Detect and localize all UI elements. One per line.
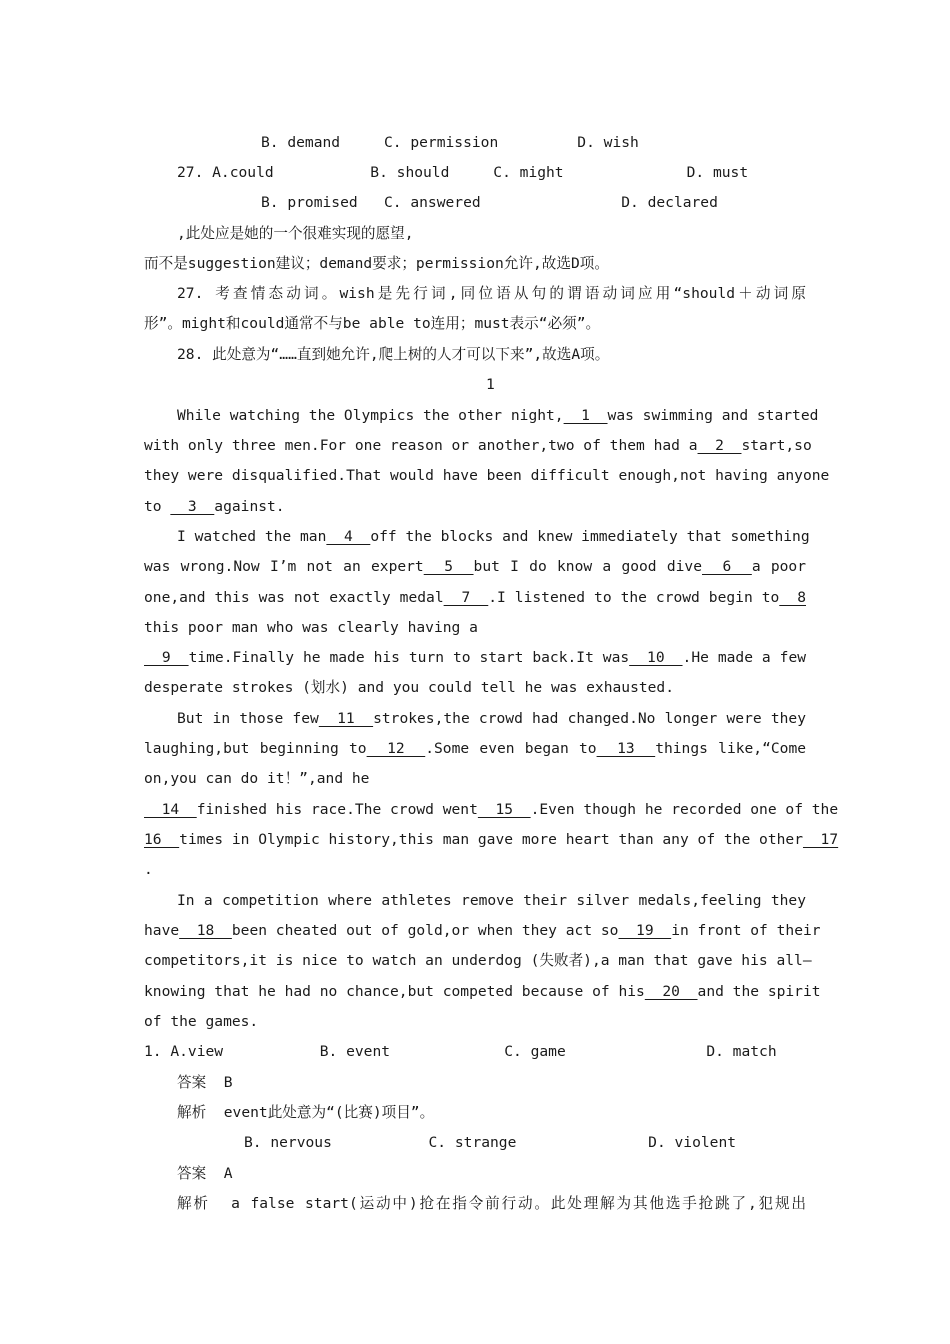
blank-4: 4	[326, 528, 371, 545]
explanation-28: 28. 此处意为“……直到她允许,爬上树的人才可以下来”,故选A项。	[177, 346, 610, 363]
blank-15: 15	[477, 801, 531, 818]
blank-8: 8	[779, 589, 806, 606]
passage-line: on,you can do it！”,and he	[144, 770, 370, 787]
passage-line: I watched the man 4 off the blocks and knew immediately that something	[177, 528, 810, 545]
passage-line: In a competition where athletes remove their silver medals,feeling they	[177, 892, 806, 909]
blank-3: 3	[170, 498, 215, 515]
blank-11: 11	[318, 710, 374, 727]
passage-line: of the games.	[144, 1013, 259, 1030]
q1-options: 1. A.view B. event C. game D. match	[144, 1043, 777, 1060]
q2-answer: 答案 A	[177, 1165, 233, 1182]
passage-line: they were disqualified.That would have been difficult enough,not having anyone	[144, 467, 830, 484]
blank-9: 9	[144, 649, 189, 666]
blank-18: 18	[179, 922, 232, 939]
q28-options: B. promised C. answered D. declared	[261, 194, 718, 211]
q27-options: 27. A.could B. should C. might D. must	[177, 164, 749, 181]
passage-line: But in those few 11 strokes,the crowd had changed.No longer were they	[177, 710, 806, 727]
q1-explanation: 解析 event此处意为“(比赛)项目”。	[177, 1104, 435, 1121]
passage-line: was wrong.Now I’m not an expert 5 but I do know a good dive 6 a poor	[144, 558, 806, 575]
blank-10: 10	[629, 649, 683, 666]
q2-explanation: 解析 a false start(运动中)抢在指令前行动。此处理解为其他选手抢跳了,犯规出	[177, 1195, 806, 1212]
passage-line: While watching the Olympics the other night, 1 was swimming and started	[177, 407, 819, 424]
passage-line: 9 time.Finally he made his turn to start back.It was 10 .He made a few	[144, 649, 807, 666]
passage-line: laughing,but beginning to 12 .Some even began to 13 things like,“Come	[144, 740, 807, 757]
blank-5: 5	[423, 558, 474, 575]
blank-7: 7	[443, 589, 489, 606]
explanation-26-line1: ,此处应是她的一个很难实现的愿望,	[177, 225, 414, 242]
q2-options: B. nervous C. strange D. violent	[244, 1134, 737, 1151]
blank-1: 1	[563, 407, 608, 424]
passage-line: this poor man who was clearly having a	[144, 619, 478, 636]
blank-17: 17	[802, 831, 839, 848]
blank-16: 16	[144, 831, 180, 848]
explanation-27-line2: 形”。might和could通常不与be able to连用；must表示“必须”。	[144, 315, 601, 332]
passage-line: 16 times in Olympic history,this man gave more heart than any of the other 17	[144, 831, 839, 848]
passage-number: 1	[486, 376, 495, 393]
q26-options: B. demand C. permission D. wish	[261, 134, 639, 151]
blank-19: 19	[618, 922, 672, 939]
passage-line: 14 finished his race.The crowd went 15 .Even though he recorded one of the	[144, 801, 839, 818]
blank-20: 20	[644, 983, 698, 1000]
passage-line: have 18 been cheated out of gold,or when they act so 19 in front of their	[144, 922, 821, 939]
passage-line: with only three men.For one reason or another,two of them had a 2 start,so	[144, 437, 812, 454]
passage-line: to 3 against.	[144, 498, 285, 515]
blank-13: 13	[596, 740, 656, 757]
explanation-27-line1: 27. 考查情态动词。wish是先行词,同位语从句的谓语动词应用“should＋动词原	[177, 285, 806, 302]
passage-line: knowing that he had no chance,but competed because of his 20 and the spirit	[144, 983, 821, 1000]
blank-12: 12	[366, 740, 426, 757]
passage-line: one,and this was not exactly medal 7 .I listened to the crowd begin to 8	[144, 589, 806, 606]
q1-answer: 答案 B	[177, 1074, 233, 1091]
blank-2: 2	[697, 437, 742, 454]
passage-line: .	[144, 861, 153, 878]
passage-line: competitors,it is nice to watch an underdog (失败者),a man that gave his all—	[144, 952, 812, 969]
blank-14: 14	[144, 801, 197, 818]
blank-6: 6	[702, 558, 752, 575]
passage-line: desperate strokes (划水) and you could tell he was exhausted.	[144, 679, 674, 696]
explanation-26-line2: 而不是suggestion建议；demand要求；permission允许,故选D项。	[144, 255, 609, 272]
